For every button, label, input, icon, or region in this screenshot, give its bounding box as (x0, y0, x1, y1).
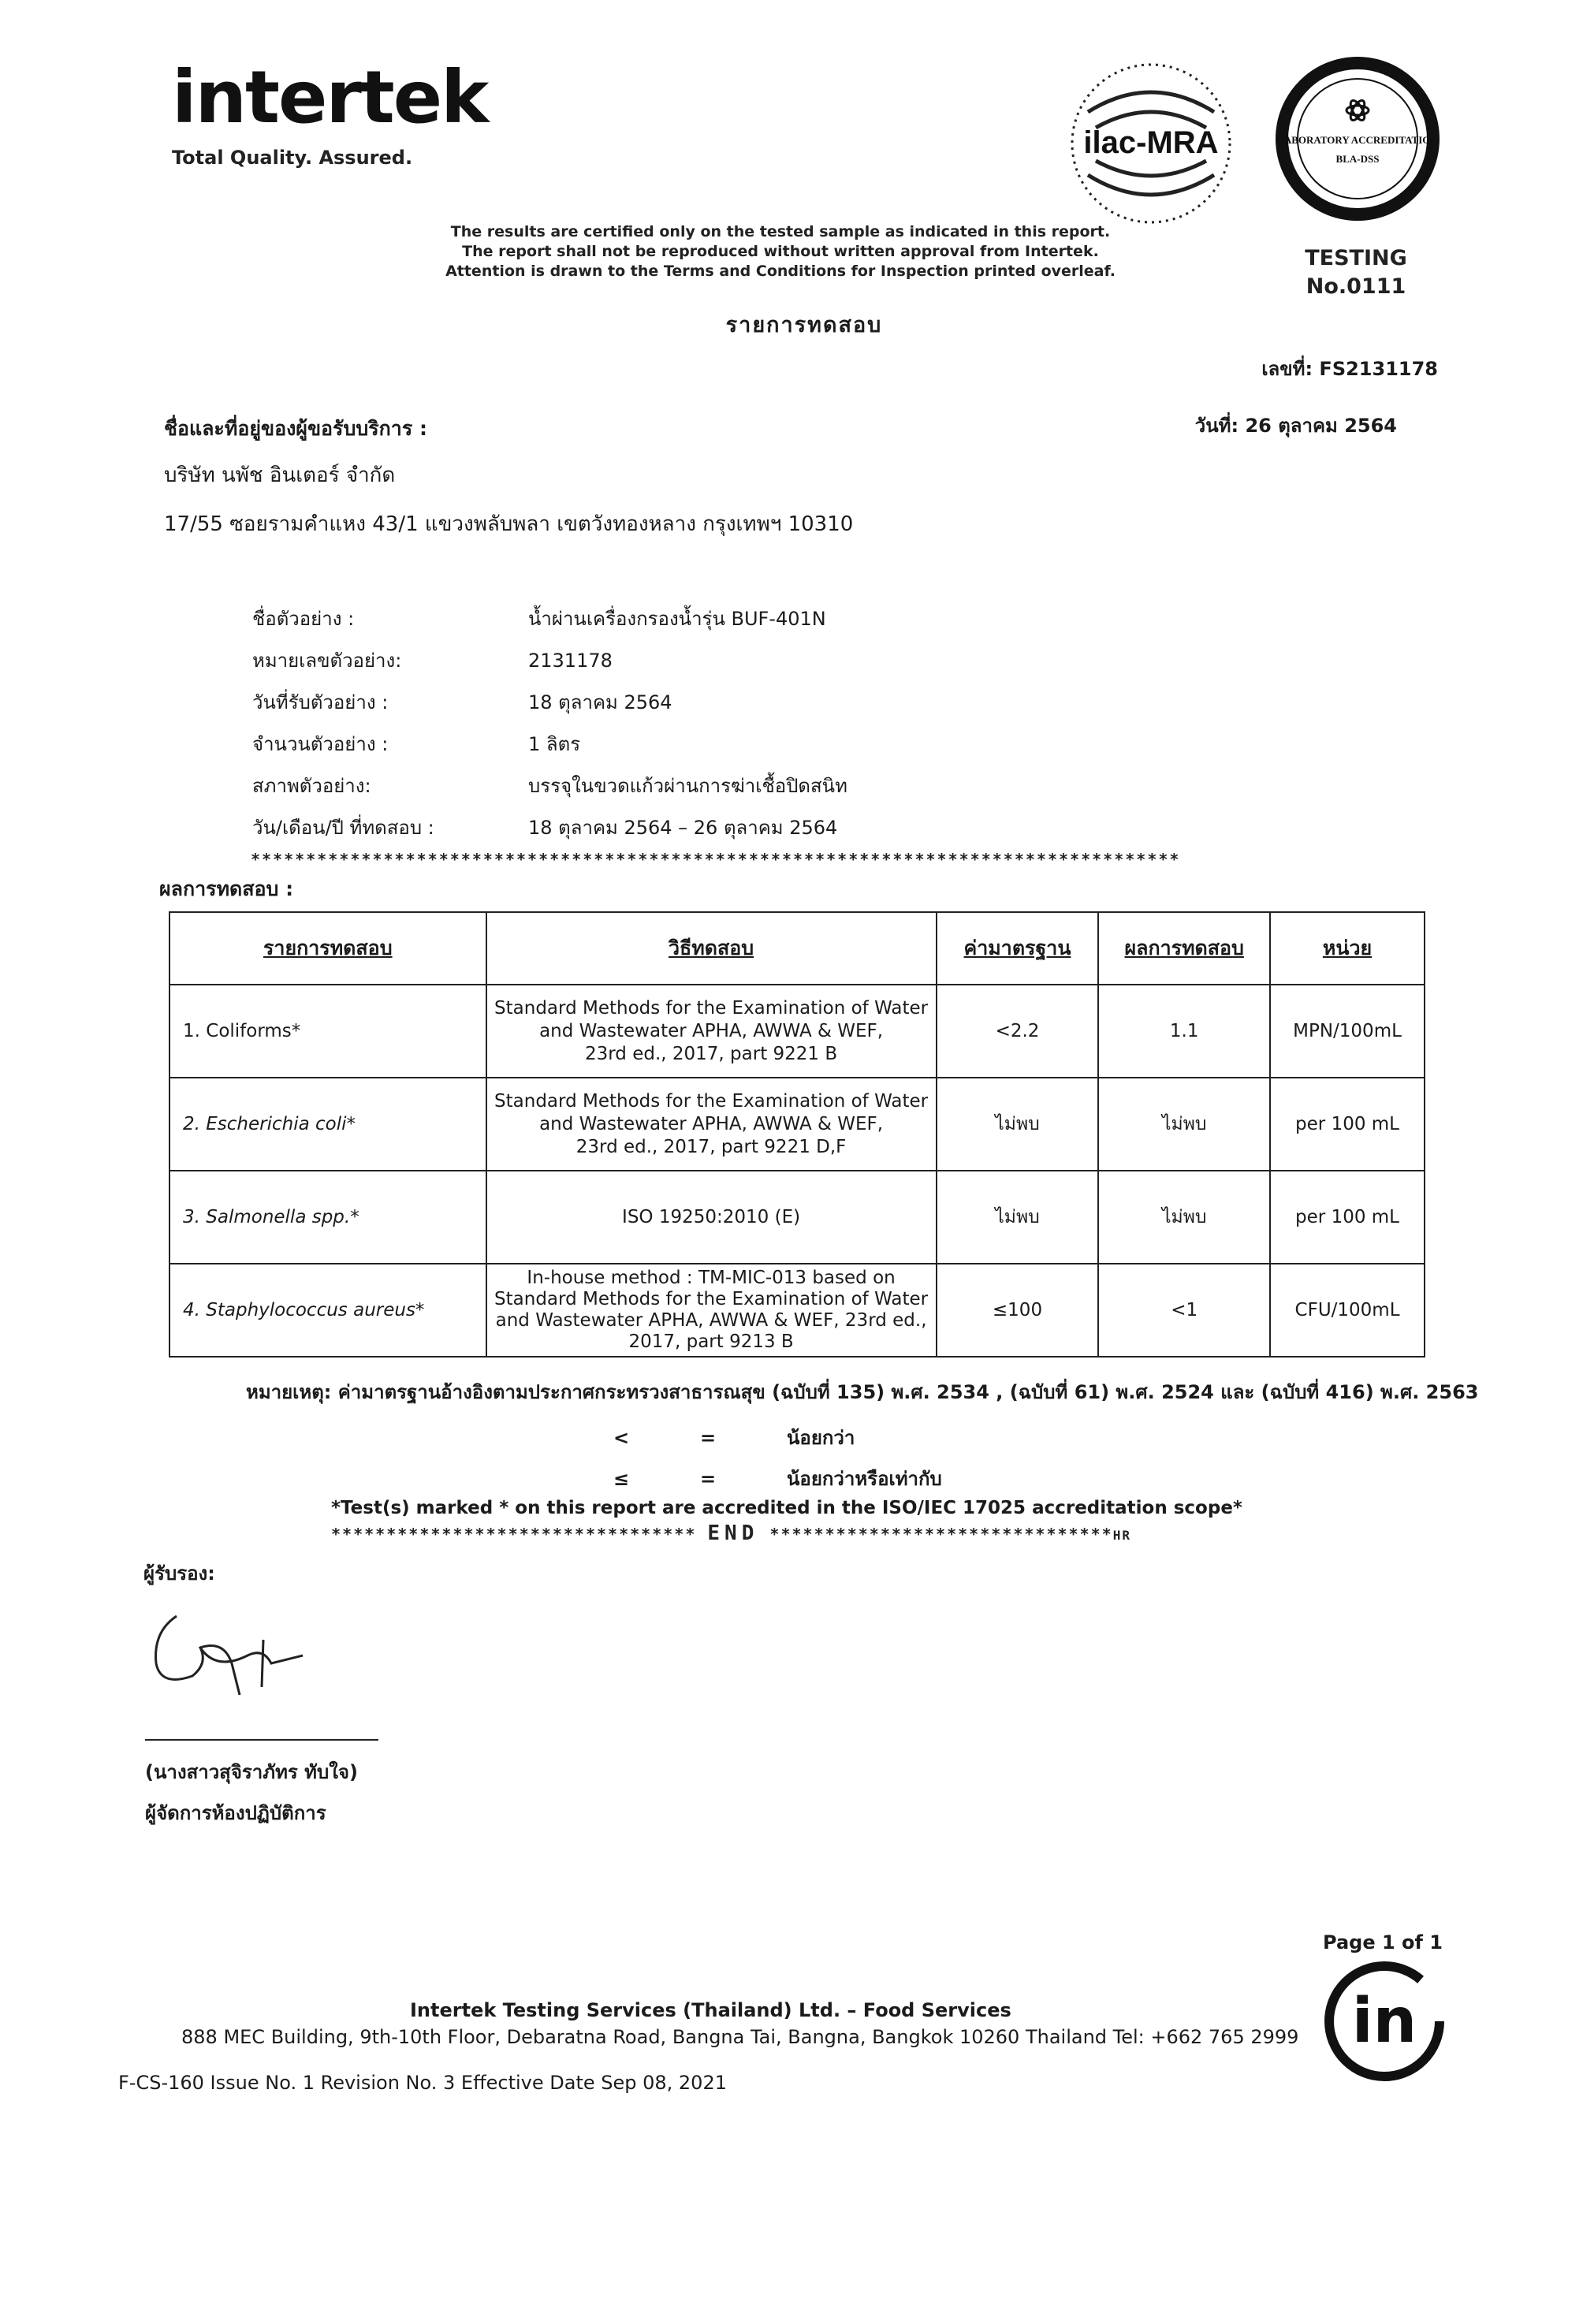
method-line: ISO 19250:2010 (E) (622, 1206, 801, 1227)
standard-value: ไม่พบ (937, 1171, 1099, 1264)
document-title: รายการทดสอบ (725, 313, 883, 337)
sample-info-value: 18 ตุลาคม 2564 (528, 691, 672, 713)
definition-equals: = (700, 1468, 717, 1490)
method-line: Standard Methods for the Examination of Water (494, 1090, 929, 1112)
table-row (169, 985, 1425, 1078)
end-initials: HR (1112, 1528, 1131, 1543)
company-name: Intertek Testing Services (Thailand) Ltd. – Food Services (410, 1999, 1011, 2021)
test-item: 1. Coliforms* (169, 985, 486, 1078)
in-logo-text: in (1351, 1986, 1417, 2057)
method-line: 2017, part 9213 B (628, 1331, 794, 1352)
result-value: <1 (1098, 1264, 1270, 1357)
test-method (486, 1171, 937, 1264)
definition-row (613, 1463, 942, 1494)
signer-name: (นางสาวสุจิราภัทร ทับใจ) (145, 1761, 358, 1783)
customer-name: บริษัท นพัช อินเตอร์ จำกัด (164, 464, 396, 487)
test-method (486, 985, 937, 1078)
unit-value: per 100 mL (1270, 1171, 1425, 1264)
end-line (331, 1521, 1309, 1545)
method-line: and Wastewater APHA, AWWA & WEF, (539, 1113, 884, 1134)
end-stars-right: ******************************* (769, 1525, 1113, 1544)
handwritten-signature (145, 1600, 350, 1726)
sample-info-row (252, 723, 847, 765)
signature-line (145, 1739, 378, 1741)
method-line: and Wastewater APHA, AWWA & WEF, (539, 1020, 884, 1041)
table-row (169, 1078, 1425, 1171)
test-method (486, 1264, 937, 1357)
sample-info-row (252, 765, 847, 806)
sample-info-label: หมายเลขตัวอย่าง: (252, 650, 402, 672)
method-line: Standard Methods for the Examination of Water (494, 1289, 929, 1309)
remark-note: หมายเหตุ: ค่ามาตรฐานอ้างอิงตามประกาศกระทรวงสาธารณสุข (ฉบับที่ 135) พ.ศ. 2534 , (ฉบับที่ 61) พ.ศ. 2524 และ (ฉบับที่ 416) พ.ศ. 2563 (246, 1381, 1479, 1403)
column-header: รายการทดสอบ (169, 912, 486, 985)
test-item: 4. Staphylococcus aureus* (169, 1264, 486, 1357)
accreditation-scope-note: *Test(s) marked * on this report are accredited in the ISO/IEC 17025 accreditation scope* (331, 1498, 1242, 1518)
disclaimer (441, 222, 1119, 281)
definition-meaning: น้อยกว่า (787, 1427, 855, 1449)
method-line: In-house method : TM-MIC-013 based on (527, 1268, 896, 1288)
standard-value: ≤100 (937, 1264, 1099, 1357)
sample-info-label: จำนวนตัวอย่าง : (252, 733, 389, 755)
ilac-text: ilac-MRA (1083, 125, 1219, 160)
table-header-row (169, 912, 1425, 985)
test-method (486, 1078, 937, 1171)
result-value: ไม่พบ (1098, 1078, 1270, 1171)
sample-info-row (252, 598, 847, 639)
sample-info-value: 2131178 (528, 649, 613, 672)
signer-block (145, 1752, 358, 1834)
sample-info-value: น้ำผ่านเครื่องกรองน้ำรุ่น BUF-401N (528, 608, 826, 630)
star-divider: ************************************************************************************ (251, 850, 1181, 869)
lab-accreditation-seal (1271, 52, 1444, 225)
table-row (169, 1264, 1425, 1357)
sample-info-value: 18 ตุลาคม 2564 – 26 ตุลาคม 2564 (528, 817, 838, 839)
definition-symbol: ≤ (613, 1468, 630, 1490)
customer-address: 17/55 ซอยรามคำแหง 43/1 แขวงพลับพลา เขตวังทองหลาง กรุงเทพฯ 10310 (164, 512, 854, 536)
standard-value: ไม่พบ (937, 1078, 1099, 1171)
sample-info-label: วัน/เดือน/ปี ที่ทดสอบ : (252, 817, 434, 839)
results-table (169, 911, 1425, 1358)
intertek-in-logo (1321, 1958, 1447, 2084)
sample-info-row (252, 639, 847, 681)
accreditation-code: BLA-DSS (1335, 153, 1380, 165)
definition-equals: = (700, 1427, 717, 1449)
approver-label: ผู้รับรอง: (143, 1562, 215, 1585)
tagline: Total Quality. Assured. (172, 147, 413, 169)
intertek-logo: intertek (172, 55, 488, 140)
sample-info-label: วันที่รับตัวอย่าง : (252, 691, 389, 713)
method-line: and Wastewater APHA, AWWA & WEF, 23rd ed., (495, 1310, 927, 1331)
definition-symbol: < (613, 1427, 630, 1449)
company-address: 888 MEC Building, 9th-10th Floor, Debaratna Road, Bangna Tai, Bangna, Bangkok 10260 Thailand Tel: +662 765 2999 (181, 2026, 1299, 2048)
unit-value: CFU/100mL (1270, 1264, 1425, 1357)
result-value: 1.1 (1098, 985, 1270, 1078)
sample-info-row (252, 681, 847, 723)
column-header: หน่วย (1270, 912, 1425, 985)
definition-meaning: น้อยกว่าหรือเท่ากับ (787, 1468, 942, 1490)
method-line: Standard Methods for the Examination of Water (494, 997, 929, 1019)
column-header: ค่ามาตรฐาน (937, 912, 1099, 985)
testing-number: No.0111 (1306, 274, 1406, 299)
disclaimer-line: The results are certified only on the tested sample as indicated in this report. (450, 223, 1111, 240)
testing-block (1277, 244, 1435, 301)
definition-row (613, 1422, 855, 1453)
unit-value: MPN/100mL (1270, 985, 1425, 1078)
standard-value: <2.2 (937, 985, 1099, 1078)
test-item: 3. Salmonella spp.* (169, 1171, 486, 1264)
report-number: เลขที่: FS2131178 (1261, 358, 1438, 380)
sample-info-row (252, 806, 847, 848)
ilac-mra-seal (1056, 57, 1246, 230)
report-date: วันที่: 26 ตุลาคม 2564 (1194, 415, 1397, 437)
form-number: F-CS-160 Issue No. 1 Revision No. 3 Effective Date Sep 08, 2021 (118, 2072, 727, 2094)
results-label: ผลการทดสอบ : (159, 877, 294, 900)
column-header: ผลการทดสอบ (1098, 912, 1270, 985)
unit-value: per 100 mL (1270, 1078, 1425, 1171)
column-header: วิธีทดสอบ (486, 912, 937, 985)
customer-label: ชื่อและที่อยู่ของผู้ขอรับบริการ : (164, 417, 427, 440)
sample-info-label: สภาพตัวอย่าง: (252, 775, 371, 797)
result-value: ไม่พบ (1098, 1171, 1270, 1264)
sample-info-value: 1 ลิตร (528, 733, 581, 755)
signer-position: ผู้จัดการห้องปฏิบัติการ (145, 1802, 326, 1824)
accreditation-ring-text: LABORATORY ACCREDITATION (1277, 134, 1438, 146)
disclaimer-line: The report shall not be reproduced without written approval from Intertek. (462, 243, 1099, 260)
end-stars-left: ********************************* (331, 1525, 697, 1544)
testing-label: TESTING (1305, 246, 1407, 270)
method-line: 23rd ed., 2017, part 9221 B (584, 1043, 838, 1064)
sample-info (252, 598, 847, 848)
sample-info-label: ชื่อตัวอย่าง : (252, 608, 355, 630)
page-number: Page 1 of 1 (1323, 1931, 1443, 1953)
disclaimer-line: Attention is drawn to the Terms and Conditions for Inspection printed overleaf. (445, 263, 1116, 280)
table-row (169, 1171, 1425, 1264)
method-line: 23rd ed., 2017, part 9221 D,F (575, 1136, 847, 1157)
sample-info-value: บรรจุในขวดแก้วผ่านการฆ่าเชื้อปิดสนิท (528, 775, 847, 797)
end-word: END (707, 1521, 759, 1545)
test-item: 2. Escherichia coli* (169, 1078, 486, 1171)
